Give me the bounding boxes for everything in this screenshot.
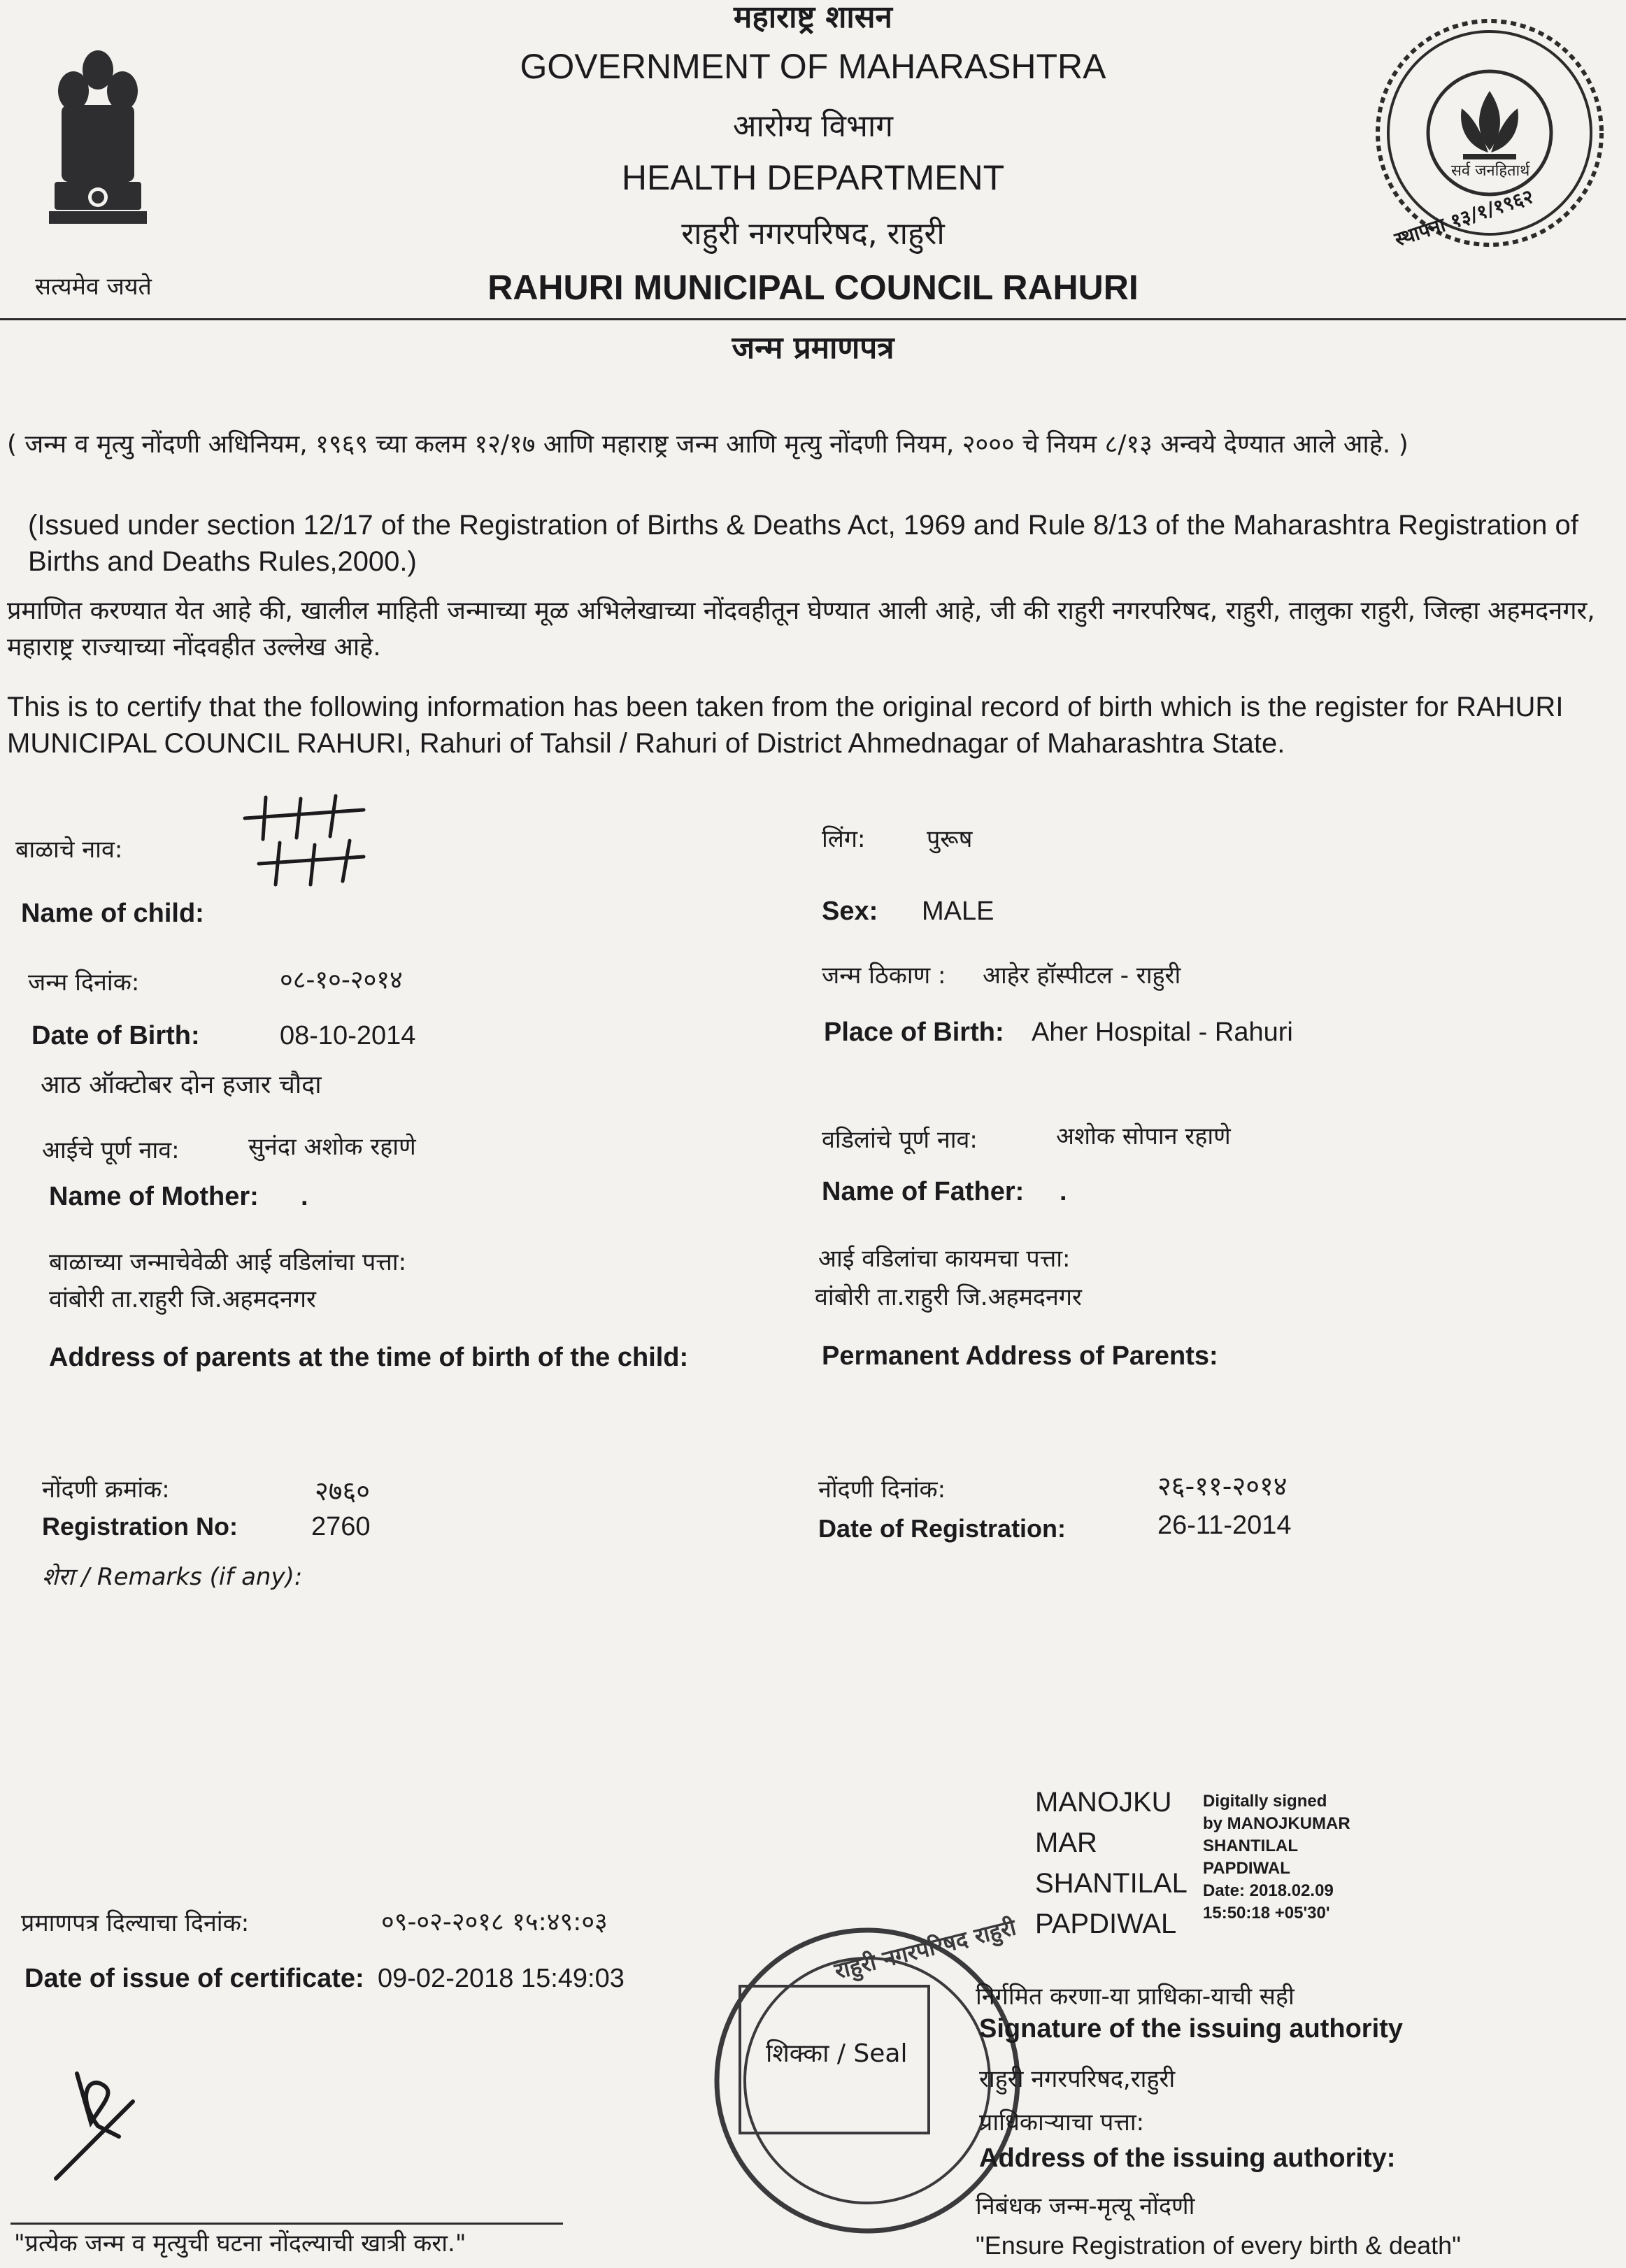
sex-label: Sex: (822, 897, 878, 926)
authority-address-label-marathi: प्राधिकाऱ्याचा पत्ता: (979, 2109, 1145, 2137)
pob-value-marathi: आहेर हॉस्पीटल - राहुरी (983, 962, 1181, 990)
signer-line-1: MANOJKU (1035, 1787, 1172, 1818)
footer-slogan-marathi: "प्रत्येक जन्म व मृत्युची घटना नोंदल्याची खात्री करा." (14, 2230, 466, 2258)
father-label-marathi: वडिलांचे पूर्ण नाव: (822, 1126, 978, 1154)
footer-slogan-english: "Ensure Registration of every birth & death" (976, 2231, 1461, 2260)
registration-no-value: 2760 (311, 1512, 371, 1541)
birth-address-value-marathi: वांबोरी ता.राहुरी जि.अहमदनगर (49, 1285, 316, 1313)
dept-english: HEALTH DEPARTMENT (621, 158, 1005, 197)
handwritten-initial-mark (49, 2060, 147, 2185)
authority-signature-label-marathi: निर्गमित करणा-या प्राधिका-याची सही (976, 1983, 1295, 2011)
state-gov-marathi: महाराष्ट्र शासन (734, 0, 892, 35)
emblem-caption: सत्यमेव जयते (35, 273, 152, 301)
mother-label-marathi: आईचे पूर्ण नाव: (42, 1136, 180, 1164)
sex-value: MALE (922, 897, 994, 926)
father-label: Name of Father: (822, 1177, 1025, 1206)
footer-left-rule (10, 2223, 563, 2225)
registration-no-value-marathi: २७६० (315, 1476, 371, 1506)
registration-date-value-marathi: २६-११-२०१४ (1157, 1471, 1288, 1502)
authority-signature-label: Signature of the issuing authority (979, 2014, 1403, 2044)
digital-sign-line-1: Digitally signed (1203, 1792, 1327, 1811)
redacted-name-scribble (238, 790, 378, 888)
act-reference-marathi: ( जन्म व मृत्यु नोंदणी अधिनियम, १९६९ च्या कलम १२/१७ आणि महाराष्ट्र जन्म आणि मृत्यु नोंदणी नियम, २००० चे नियम ८/१३ अन्वये देण्यात आले आहे. ) (7, 430, 1409, 459)
registration-date-label: Date of Registration: (818, 1514, 1067, 1543)
mother-value-marathi: सुनंदा अशोक रहाणे (248, 1133, 416, 1161)
certify-statement-marathi: प्रमाणित करण्यात येत आहे की, खालील माहिती जन्माच्या मूळ अभिलेखाच्या नोंदवहीतून घेण्यात आली आहे, जी की राहुरी नगरपरिषद, राहुरी, तालुका राहुरी, जिल्हा अहमदनगर, महाराष्ट्र राज्याच्या नोंदवहीत उल्लेख आहे. (7, 597, 1595, 662)
dept-marathi: आरोग्य विभाग (732, 108, 894, 144)
state-gov-english: GOVERNMENT OF MAHARASHTRA (520, 47, 1106, 86)
permanent-address-label-marathi: आई वडिलांचा कायमचा पत्ता: (818, 1245, 1071, 1273)
sex-value-marathi: पुरूष (927, 825, 973, 853)
permanent-address-label: Permanent Address of Parents: (822, 1341, 1218, 1371)
registration-date-value: 26-11-2014 (1157, 1511, 1292, 1540)
signer-line-3: SHANTILAL (1035, 1868, 1188, 1899)
digital-sign-line-5: Date: 2018.02.09 (1203, 1881, 1334, 1900)
remarks-label: शेरा / Remarks (if any): (42, 1563, 303, 1591)
seal-established: स्थापना १३/१/१९६२ (1392, 184, 1536, 252)
dob-label: Date of Birth: (31, 1021, 200, 1050)
issue-date-label-marathi: प्रमाणपत्र दिल्याचा दिनांक: (21, 1909, 250, 1937)
authority-address-label: Address of the issuing authority: (979, 2144, 1396, 2173)
stamp-ring-text: राहुरी नगरपरिषद राहुरी (832, 1913, 1019, 1985)
child-name-label: Name of child: (21, 899, 204, 928)
dob-label-marathi: जन्म दिनांक: (28, 969, 140, 997)
council-marathi: राहुरी नगरपरिषद, राहुरी (681, 216, 945, 252)
council-english: RAHURI MUNICIPAL COUNCIL RAHURI (487, 268, 1139, 307)
dob-in-words: आठ ऑक्टोबर दोन हजार चौदा (41, 1071, 322, 1099)
pob-value: Aher Hospital - Rahuri (1032, 1018, 1293, 1047)
digital-sign-line-4: PAPDIWAL (1203, 1859, 1290, 1878)
authority-name-marathi: राहुरी नगरपरिषद,राहुरी (979, 2065, 1176, 2093)
registration-no-label: Registration No: (42, 1512, 238, 1541)
act-reference-english: (Issued under section 12/17 of the Registration of Births & Deaths Act, 1969 and Rule 8/13 of the Maharashtra Registration of Births and Deaths Rules,2000.) (28, 510, 1578, 577)
pob-label-marathi: जन्म ठिकाण : (822, 962, 946, 990)
birth-address-label: Address of parents at the time of birth of the child: (49, 1343, 689, 1372)
signer-line-4: PAPDIWAL (1035, 1909, 1177, 1939)
dob-value: 08-10-2014 (280, 1021, 416, 1050)
seal-box-label: शिक्का / Seal (766, 2039, 908, 2068)
header-divider (0, 318, 1626, 320)
issue-date-value: 09-02-2018 15:49:03 (378, 1964, 625, 1993)
signer-line-2: MAR (1035, 1827, 1097, 1858)
registration-no-label-marathi: नोंदणी क्रमांक: (42, 1476, 170, 1504)
certify-statement-english: This is to certify that the following information has been taken from the original record of birth which is the register for RAHURI MUNICIPAL COUNCIL RAHURI, Rahuri of Tahsil / Rahuri of District Ahmednagar of Maharashtra State. (7, 692, 1564, 759)
digital-sign-line-2: by MANOJKUMAR (1203, 1814, 1350, 1833)
father-value-marathi: अशोक सोपान रहाणे (1056, 1122, 1231, 1150)
dob-value-marathi: ०८-१०-२०१४ (280, 966, 403, 994)
mother-value: . (301, 1182, 308, 1211)
registrar-title-marathi: निबंधक जन्म-मृत्यू नोंदणी (976, 2192, 1195, 2220)
child-name-label-marathi: बाळाचे नाव: (15, 836, 123, 864)
pob-label: Place of Birth: (824, 1018, 1004, 1047)
issue-date-label: Date of issue of certificate: (24, 1964, 364, 1993)
sex-label-marathi: लिंग: (822, 825, 866, 853)
digital-sign-line-6: 15:50:18 +05'30' (1203, 1904, 1330, 1923)
issue-date-value-marathi: ०९-०२-२०१८ १५:४९:०३ (381, 1908, 608, 1937)
registration-date-label-marathi: नोंदणी दिनांक: (818, 1476, 946, 1504)
birth-address-label-marathi: बाळाच्या जन्माचेवेळी आई वडिलांचा पत्ता: (49, 1248, 407, 1276)
digital-sign-line-3: SHANTILAL (1203, 1836, 1298, 1855)
father-value: . (1060, 1177, 1067, 1206)
document-title: जन्म प्रमाणपत्र (732, 330, 894, 366)
permanent-address-value-marathi: वांबोरी ता.राहुरी जि.अहमदनगर (815, 1283, 1082, 1311)
mother-label: Name of Mother: (49, 1182, 259, 1211)
seal-motto: सर्व जनहितार्थ (1451, 162, 1530, 180)
